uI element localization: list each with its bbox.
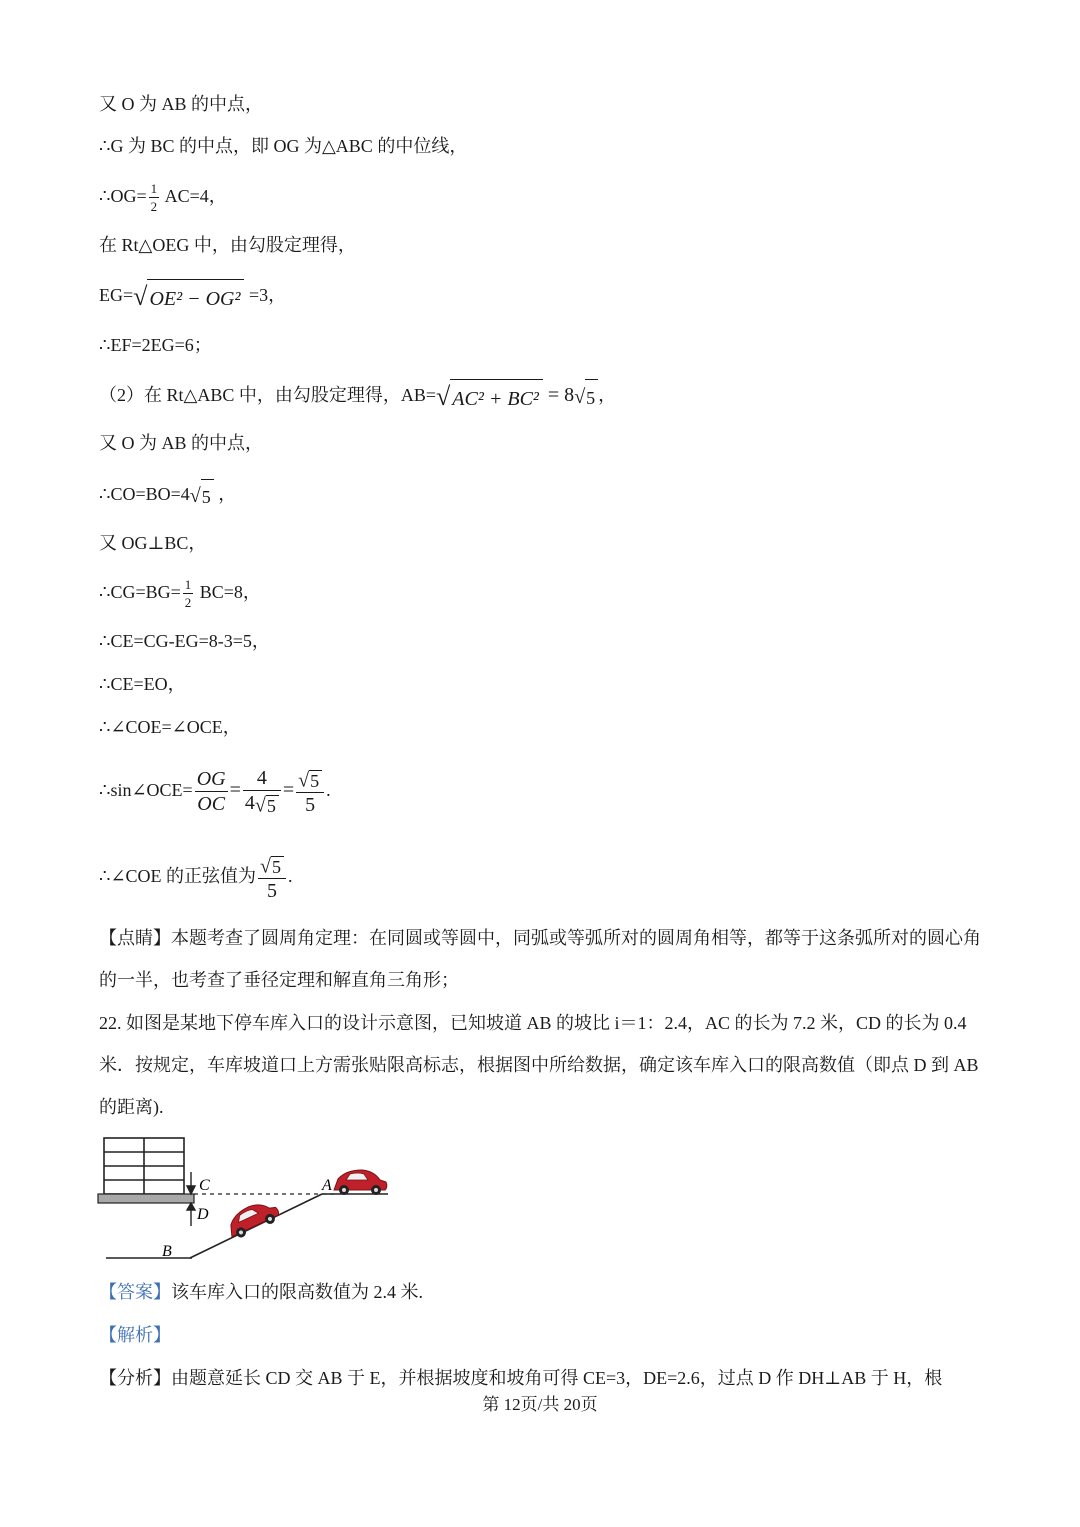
dianjing-paragraph	[99, 917, 983, 1001]
fenxi-text: 由题意延长 CD 交 AB 于 E，并根据坡度和坡角可得 CE=3，DE=2.6，过点 D 作 DH⊥AB 于 H，根	[171, 1368, 943, 1388]
line-2: ∴G 为 BC 的中点，即 OG 为△ABC 的中位线，	[99, 136, 468, 156]
sqrt-5: √5	[190, 478, 214, 513]
line-5	[99, 278, 286, 316]
line-7-pre: （2）在 Rt△ABC 中，由勾股定理得，AB=	[99, 385, 437, 405]
frac-num	[258, 854, 286, 879]
line-12: ∴CE=CG-EG=8-3=5，	[99, 631, 270, 651]
line-9	[99, 478, 236, 513]
frac-den	[243, 791, 281, 815]
dianjing-text: 本题考查了圆周角定理：在同圆或等圆中，同弧或等弧所对的圆周角相等，都等于这条弧所对的圆心角的一半，也考查了垂径定理和解直角三角形；	[99, 928, 981, 990]
radicand: 5	[585, 379, 598, 415]
coef: 4	[244, 792, 255, 815]
ramp-line-AB	[190, 1194, 322, 1258]
line-5-pre: EG=	[99, 285, 134, 305]
sqrt-5: √5	[260, 855, 284, 876]
jiexi-tag: 【解析】	[99, 1325, 171, 1345]
line-16	[99, 846, 293, 906]
line-7	[99, 378, 616, 416]
question-22: 22. 如图是某地下停车库入口的设计示意图，已知坡道 AB 的坡比 i＝1：2.4，AC 的长为 7.2 米，CD 的长为 0.4 米．按规定，车库坡道口上方需张贴限高标志，根据图中所给数据，确定该车库入口的限高数值（即点 D 到 AB 的距离).	[99, 1013, 979, 1117]
line-16-pre: ∴∠COE 的正弦值为	[99, 866, 257, 886]
equals: =	[229, 779, 241, 801]
fraction-root5-over-5	[258, 854, 286, 901]
line-13: ∴CE=EO，	[99, 674, 186, 694]
line-5-post: =3，	[244, 285, 287, 305]
frac-den: 5	[305, 794, 316, 817]
line-11-post: BC=8，	[195, 582, 261, 602]
frac-den: 2	[150, 199, 158, 215]
radicand: 5	[266, 795, 279, 815]
line-15-post: .	[326, 780, 331, 800]
line-16-post: .	[288, 866, 293, 886]
line-3	[99, 176, 227, 216]
page-footer: 第 12页/共 20页	[482, 1395, 598, 1414]
line-3-post: AC=4，	[161, 186, 227, 206]
line-4: 在 Rt△OEG 中，由勾股定理得，	[99, 235, 356, 255]
line-3-pre: ∴OG=	[99, 186, 147, 206]
dianjing-tag: 【点睛】	[99, 928, 171, 948]
line-11	[99, 572, 261, 612]
jiexi-line	[99, 1323, 171, 1347]
fraction-og-oc	[195, 769, 228, 814]
sqrt-5: √5	[298, 769, 322, 790]
label-A: A	[322, 1177, 332, 1194]
fenxi-line	[99, 1366, 942, 1390]
fenxi-tag: 【分析】	[99, 1368, 171, 1388]
answer-text: 该车库入口的限高数值为 2.4 米.	[171, 1282, 423, 1302]
answer-line	[99, 1280, 423, 1304]
sqrt-5: √5	[574, 378, 598, 415]
building-icon	[104, 1138, 184, 1194]
radicand: 5	[309, 770, 322, 790]
frac-num: 1	[150, 181, 158, 197]
line-7-post: ，	[598, 385, 617, 405]
line-9-post: ，	[213, 484, 237, 504]
fraction-root5-over-5	[296, 768, 324, 815]
label-B: B	[162, 1243, 172, 1260]
parking-ramp-figure	[96, 1134, 396, 1266]
label-D: D	[197, 1206, 209, 1223]
radicand: OE² − OG²	[147, 279, 244, 316]
line-8: 又 O 为 AB 的中点，	[99, 433, 264, 453]
radicand: AC² + BC²	[450, 379, 543, 416]
line-7-eq: = 8	[542, 384, 575, 406]
fraction-half	[149, 182, 160, 213]
frac-den: OC	[197, 793, 226, 816]
line-9-pre: ∴CO=BO=4	[99, 484, 190, 504]
radicand: 5	[201, 479, 214, 513]
ground-slab	[98, 1194, 194, 1203]
line-6: ∴EF=2EG=6；	[99, 335, 212, 355]
line-14: ∴∠COE=∠OCE，	[99, 717, 241, 737]
line-15-pre: ∴sin∠OCE=	[99, 780, 193, 800]
frac-num: 4	[243, 768, 281, 791]
frac-den: 2	[184, 595, 192, 611]
line-1: 又 O 为 AB 的中点，	[99, 94, 264, 114]
line-10: 又 OG⊥BC，	[99, 533, 207, 553]
frac-num: 1	[184, 577, 192, 593]
car-icon-ramp	[223, 1196, 281, 1241]
radicand: 5	[271, 856, 284, 876]
answer-tag: 【答案】	[99, 1282, 171, 1302]
line-11-pre: ∴CG=BG=	[99, 582, 181, 602]
line-15	[99, 760, 331, 820]
frac-num: OG	[196, 768, 226, 791]
sqrt-ac-bc: √ AC² + BC²	[436, 378, 543, 415]
fraction-half	[183, 578, 194, 609]
fraction-4-over-4root5	[243, 768, 281, 815]
label-C: C	[199, 1177, 210, 1194]
car-icon-top	[334, 1170, 387, 1195]
sqrt-5: √5	[255, 794, 279, 815]
equals: =	[282, 779, 295, 801]
frac-num	[296, 768, 324, 793]
sqrt-oe-og: √ OE² − OG²	[133, 278, 244, 315]
frac-den: 5	[267, 880, 278, 903]
